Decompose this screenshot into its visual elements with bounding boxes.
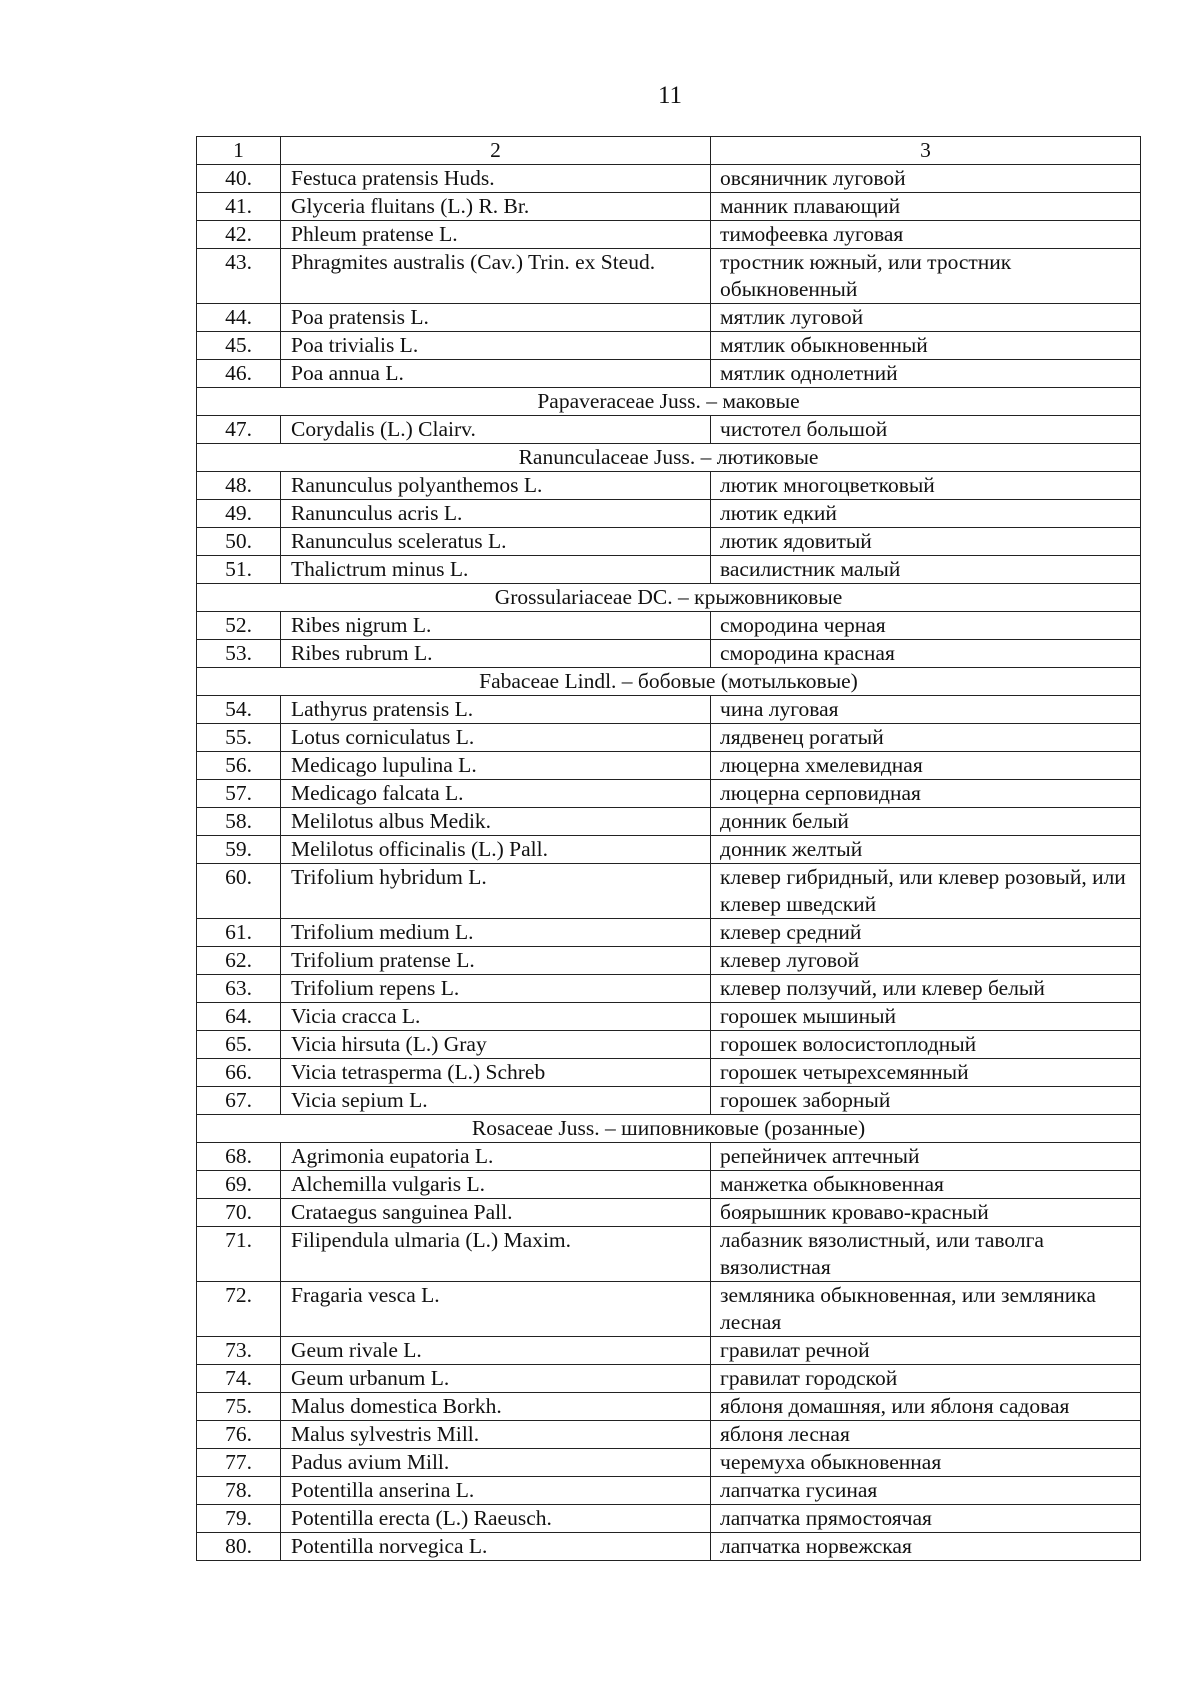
row-number: 61.	[197, 919, 281, 947]
russian-name: горошек волосистоплодный	[711, 1031, 1141, 1059]
russian-name: донник желтый	[711, 836, 1141, 864]
row-number: 43.	[197, 249, 281, 304]
latin-name: Medicago falcata L.	[281, 780, 711, 808]
russian-name: боярышник кроваво-красный	[711, 1199, 1141, 1227]
row-number: 54.	[197, 696, 281, 724]
row-number: 66.	[197, 1059, 281, 1087]
table-row	[197, 1365, 1141, 1393]
row-number: 49.	[197, 500, 281, 528]
table-row	[197, 1171, 1141, 1199]
russian-name: мятлик луговой	[711, 304, 1141, 332]
row-number: 60.	[197, 864, 281, 919]
latin-name: Thalictrum minus L.	[281, 556, 711, 584]
row-number: 52.	[197, 612, 281, 640]
russian-name: черемуха обыкновенная	[711, 1449, 1141, 1477]
row-number: 68.	[197, 1143, 281, 1171]
latin-name: Ranunculus acris L.	[281, 500, 711, 528]
family-heading-row	[197, 668, 1141, 696]
russian-name: гравилат речной	[711, 1337, 1141, 1365]
row-number: 76.	[197, 1421, 281, 1449]
russian-name: яблоня домашняя, или яблоня садовая	[711, 1393, 1141, 1421]
family-heading: Rosaceae Juss. – шиповниковые (розанные)	[197, 1115, 1141, 1143]
latin-name: Poa trivialis L.	[281, 332, 711, 360]
table-row	[197, 304, 1141, 332]
table-row	[197, 332, 1141, 360]
header-cell-number: 1	[197, 137, 281, 165]
latin-name: Phleum pratense L.	[281, 221, 711, 249]
family-heading-row	[197, 444, 1141, 472]
latin-name: Geum rivale L.	[281, 1337, 711, 1365]
latin-name: Potentilla erecta (L.) Raeusch.	[281, 1505, 711, 1533]
table-row	[197, 1143, 1141, 1171]
latin-name: Fragaria vesca L.	[281, 1282, 711, 1337]
table-row	[197, 1031, 1141, 1059]
russian-name: лютик многоцветковый	[711, 472, 1141, 500]
family-heading-row	[197, 584, 1141, 612]
latin-name: Lathyrus pratensis L.	[281, 696, 711, 724]
latin-name: Vicia hirsuta (L.) Gray	[281, 1031, 711, 1059]
table-row	[197, 1393, 1141, 1421]
latin-name: Ribes nigrum L.	[281, 612, 711, 640]
row-number: 55.	[197, 724, 281, 752]
russian-name: горошек мышиный	[711, 1003, 1141, 1031]
row-number: 77.	[197, 1449, 281, 1477]
table-row	[197, 919, 1141, 947]
russian-name: мятлик однолетний	[711, 360, 1141, 388]
russian-name: тимофеевка луговая	[711, 221, 1141, 249]
header-cell-latin: 2	[281, 137, 711, 165]
russian-name: смородина красная	[711, 640, 1141, 668]
latin-name: Poa pratensis L.	[281, 304, 711, 332]
table-row	[197, 1227, 1141, 1282]
table-row	[197, 528, 1141, 556]
row-number: 47.	[197, 416, 281, 444]
latin-name: Potentilla norvegica L.	[281, 1533, 711, 1561]
row-number: 57.	[197, 780, 281, 808]
russian-name: клевер ползучий, или клевер белый	[711, 975, 1141, 1003]
row-number: 51.	[197, 556, 281, 584]
latin-name: Corydalis (L.) Clairv.	[281, 416, 711, 444]
table-row	[197, 808, 1141, 836]
family-heading: Papaveraceae Juss. – маковые	[197, 388, 1141, 416]
row-number: 59.	[197, 836, 281, 864]
latin-name: Festuca pratensis Huds.	[281, 165, 711, 193]
family-heading: Grossulariaceae DC. – крыжовниковые	[197, 584, 1141, 612]
table-row	[197, 1421, 1141, 1449]
table-row	[197, 724, 1141, 752]
russian-name: клевер луговой	[711, 947, 1141, 975]
latin-name: Agrimonia eupatoria L.	[281, 1143, 711, 1171]
table-row	[197, 752, 1141, 780]
latin-name: Medicago lupulina L.	[281, 752, 711, 780]
latin-name: Melilotus officinalis (L.) Pall.	[281, 836, 711, 864]
table-row	[197, 193, 1141, 221]
row-number: 56.	[197, 752, 281, 780]
row-number: 69.	[197, 1171, 281, 1199]
row-number: 50.	[197, 528, 281, 556]
latin-name: Trifolium hybridum L.	[281, 864, 711, 919]
row-number: 40.	[197, 165, 281, 193]
russian-name: чистотел большой	[711, 416, 1141, 444]
latin-name: Potentilla anserina L.	[281, 1477, 711, 1505]
row-number: 74.	[197, 1365, 281, 1393]
latin-name: Trifolium medium L.	[281, 919, 711, 947]
row-number: 44.	[197, 304, 281, 332]
latin-name: Ribes rubrum L.	[281, 640, 711, 668]
table-row	[197, 1505, 1141, 1533]
table-row	[197, 947, 1141, 975]
russian-name: земляника обыкновенная, или земляника лесная	[711, 1282, 1141, 1337]
russian-name: яблоня лесная	[711, 1421, 1141, 1449]
row-number: 46.	[197, 360, 281, 388]
row-number: 79.	[197, 1505, 281, 1533]
russian-name: лабазник вязолистный, или таволга вязолистная	[711, 1227, 1141, 1282]
russian-name: мятлик обыкновенный	[711, 332, 1141, 360]
russian-name: лапчатка гусиная	[711, 1477, 1141, 1505]
russian-name: горошек заборный	[711, 1087, 1141, 1115]
table-row	[197, 472, 1141, 500]
latin-name: Alchemilla vulgaris L.	[281, 1171, 711, 1199]
table-row	[197, 500, 1141, 528]
latin-name: Geum urbanum L.	[281, 1365, 711, 1393]
latin-name: Phragmites australis (Cav.) Trin. ex Steud.	[281, 249, 711, 304]
species-table	[196, 136, 1141, 1561]
table-row	[197, 1533, 1141, 1561]
row-number: 64.	[197, 1003, 281, 1031]
russian-name: люцерна хмелевидная	[711, 752, 1141, 780]
row-number: 72.	[197, 1282, 281, 1337]
russian-name: тростник южный, или тростник обыкновенный	[711, 249, 1141, 304]
table-row	[197, 1282, 1141, 1337]
russian-name: лапчатка норвежская	[711, 1533, 1141, 1561]
russian-name: клевер средний	[711, 919, 1141, 947]
russian-name: василистник малый	[711, 556, 1141, 584]
russian-name: лядвенец рогатый	[711, 724, 1141, 752]
row-number: 65.	[197, 1031, 281, 1059]
russian-name: манжетка обыкновенная	[711, 1171, 1141, 1199]
latin-name: Ranunculus polyanthemos L.	[281, 472, 711, 500]
latin-name: Glyceria fluitans (L.) R. Br.	[281, 193, 711, 221]
family-heading-row	[197, 1115, 1141, 1143]
latin-name: Trifolium pratense L.	[281, 947, 711, 975]
latin-name: Melilotus albus Medik.	[281, 808, 711, 836]
table-row	[197, 249, 1141, 304]
russian-name: чина луговая	[711, 696, 1141, 724]
table-row	[197, 416, 1141, 444]
row-number: 80.	[197, 1533, 281, 1561]
latin-name: Padus avium Mill.	[281, 1449, 711, 1477]
row-number: 73.	[197, 1337, 281, 1365]
table-row	[197, 360, 1141, 388]
russian-name: люцерна серповидная	[711, 780, 1141, 808]
table-row	[197, 612, 1141, 640]
table-row	[197, 975, 1141, 1003]
russian-name: донник белый	[711, 808, 1141, 836]
row-number: 67.	[197, 1087, 281, 1115]
table-row	[197, 556, 1141, 584]
latin-name: Trifolium repens L.	[281, 975, 711, 1003]
russian-name: смородина черная	[711, 612, 1141, 640]
table-row	[197, 1003, 1141, 1031]
row-number: 70.	[197, 1199, 281, 1227]
row-number: 75.	[197, 1393, 281, 1421]
russian-name: манник плавающий	[711, 193, 1141, 221]
latin-name: Vicia cracca L.	[281, 1003, 711, 1031]
latin-name: Ranunculus sceleratus L.	[281, 528, 711, 556]
latin-name: Poa annua L.	[281, 360, 711, 388]
latin-name: Malus sylvestris Mill.	[281, 1421, 711, 1449]
row-number: 63.	[197, 975, 281, 1003]
row-number: 62.	[197, 947, 281, 975]
russian-name: лапчатка прямостоячая	[711, 1505, 1141, 1533]
russian-name: клевер гибридный, или клевер розовый, или клевер шведский	[711, 864, 1141, 919]
row-number: 58.	[197, 808, 281, 836]
table-row	[197, 1059, 1141, 1087]
row-number: 48.	[197, 472, 281, 500]
latin-name: Filipendula ulmaria (L.) Maxim.	[281, 1227, 711, 1282]
russian-name: гравилат городской	[711, 1365, 1141, 1393]
table-row	[197, 1477, 1141, 1505]
table-row	[197, 1199, 1141, 1227]
table-row	[197, 1337, 1141, 1365]
table-row	[197, 864, 1141, 919]
table-row	[197, 640, 1141, 668]
species-table-body	[197, 137, 1141, 1561]
row-number: 42.	[197, 221, 281, 249]
table-row	[197, 221, 1141, 249]
family-heading: Ranunculaceae Juss. – лютиковые	[197, 444, 1141, 472]
table-row	[197, 1087, 1141, 1115]
table-row	[197, 1449, 1141, 1477]
table-header-row	[197, 137, 1141, 165]
table-row	[197, 696, 1141, 724]
latin-name: Vicia sepium L.	[281, 1087, 711, 1115]
family-heading: Fabaceae Lindl. – бобовые (мотыльковые)	[197, 668, 1141, 696]
table-row	[197, 165, 1141, 193]
header-cell-russian: 3	[711, 137, 1141, 165]
latin-name: Crataegus sanguinea Pall.	[281, 1199, 711, 1227]
family-heading-row	[197, 388, 1141, 416]
row-number: 71.	[197, 1227, 281, 1282]
row-number: 78.	[197, 1477, 281, 1505]
row-number: 53.	[197, 640, 281, 668]
russian-name: овсяничник луговой	[711, 165, 1141, 193]
latin-name: Malus domestica Borkh.	[281, 1393, 711, 1421]
row-number: 41.	[197, 193, 281, 221]
latin-name: Lotus corniculatus L.	[281, 724, 711, 752]
latin-name: Vicia tetrasperma (L.) Schreb	[281, 1059, 711, 1087]
russian-name: лютик едкий	[711, 500, 1141, 528]
russian-name: репейничек аптечный	[711, 1143, 1141, 1171]
russian-name: лютик ядовитый	[711, 528, 1141, 556]
page-number: 11	[657, 82, 683, 109]
table-row	[197, 836, 1141, 864]
russian-name: горошек четырехсемянный	[711, 1059, 1141, 1087]
table-row	[197, 780, 1141, 808]
row-number: 45.	[197, 332, 281, 360]
